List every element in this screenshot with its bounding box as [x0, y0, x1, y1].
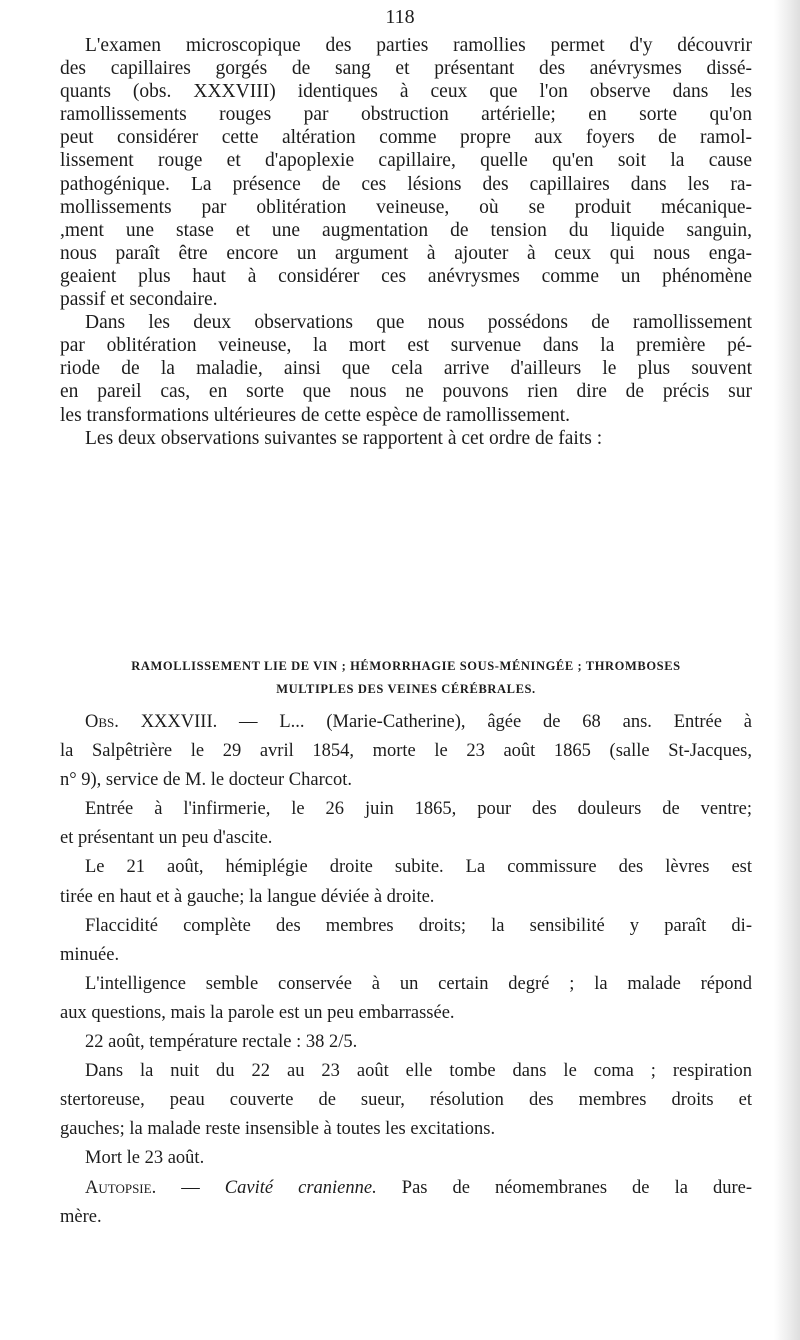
autopsy-dash: —: [156, 1177, 225, 1198]
heading-line: RAMOLLISSEMENT LIE DE VIN ; HÉMORRHAGIE SOUS-MÉNINGÉE ; THROMBOSES: [131, 659, 681, 673]
text-line: mère.: [60, 1206, 102, 1227]
observation-label: Obs. XXXVIII.: [85, 712, 218, 732]
text-line: geaient plus haut à considérer ces anévrysmes comme un phénomène: [60, 265, 752, 287]
text-line: L'intelligence semble conservée à un certain degré ; la malade répond: [85, 973, 752, 994]
text-line: Dans les deux observations que nous possédons de ramollissement: [85, 312, 752, 334]
text-line: Dans la nuit du 22 au 23 août elle tombe dans le coma ; respiration: [85, 1061, 752, 1082]
observation-intro-line: [60, 708, 752, 737]
text-line: lissement rouge et d'apoplexie capillaire, quelle qu'en soit la cause: [60, 150, 752, 172]
autopsy-text: Pas de néomembranes de la dure-: [376, 1177, 752, 1198]
text-line: Entrée à l'infirmerie, le 26 juin 1865, pour des douleurs de ventre;: [85, 799, 752, 820]
text-line: passif et secondaire.: [60, 289, 218, 311]
text-line: ,ment une stase et une augmentation de tension du liquide sanguin,: [60, 219, 752, 241]
body-text-top: [60, 34, 752, 450]
text-line: peut considérer cette altération comme propre aux foyers de ramol-: [60, 127, 752, 149]
text-line: 22 août, température rectale : 38 2/5.: [85, 1032, 358, 1053]
heading-line: MULTIPLES DES VEINES CÉRÉBRALES.: [276, 682, 536, 696]
autopsy-line: [60, 1174, 752, 1203]
autopsy-label: Autopsie.: [85, 1177, 157, 1198]
text-line: en pareil cas, en sorte que nous ne pouvons rien dire de précis sur: [60, 381, 752, 403]
page-number: 118: [385, 6, 415, 28]
text-line: mollissements par oblitération veineuse, où se produit mécanique-: [60, 196, 752, 218]
text-line: la Salpêtrière le 29 avril 1854, morte le 23 août 1865 (salle St-Jacques,: [60, 741, 752, 762]
text-line: Le 21 août, hémiplégie droite subite. La commissure des lèvres est: [85, 857, 752, 878]
text-line: L'examen microscopique des parties ramollies permet d'y découvrir: [85, 35, 752, 56]
text-line: riode de la maladie, ainsi que cela arrive d'ailleurs le plus souvent: [60, 358, 752, 380]
text-line: nous paraît être encore un argument à ajouter à ceux qui nous enga-: [60, 242, 752, 264]
text-line: Les deux observations suivantes se rapportent à cet ordre de faits :: [85, 427, 603, 449]
text-line: minuée.: [60, 944, 120, 965]
text-line: les transformations ultérieures de cette espèce de ramollissement.: [60, 404, 571, 426]
observation-heading: [60, 655, 752, 701]
text-line: pathogénique. La présence de ces lésions des capillaires dans les ra-: [60, 173, 752, 195]
text-line: aux questions, mais la parole est un peu embarrassée.: [60, 1002, 455, 1023]
text-line: n° 9), service de M. le docteur Charcot.: [60, 770, 352, 791]
text-line: Mort le 23 août.: [85, 1148, 205, 1169]
observation-intro-text: — L... (Marie-Catherine), âgée de 68 ans. Entrée à: [217, 712, 753, 732]
observation-body: [60, 708, 752, 1232]
text-line: des capillaires gorgés de sang et présentant des anévrysmes dissé-: [60, 58, 752, 80]
text-line: gauches; la malade reste insensible à toutes les excitations.: [60, 1119, 496, 1140]
text-line: et présentant un peu d'ascite.: [60, 828, 273, 849]
text-line: par oblitération veineuse, la mort est survenue dans la première pé-: [60, 335, 752, 357]
page-edge-shadow: [774, 0, 800, 1340]
text-line: Flaccidité complète des membres droits; la sensibilité y paraît di-: [85, 915, 752, 936]
text-line: stertoreuse, peau couverte de sueur, résolution des membres droits et: [60, 1090, 752, 1111]
autopsy-section-title: Cavité cranienne.: [224, 1177, 377, 1198]
text-line: tirée en haut et à gauche; la langue déviée à droite.: [60, 886, 435, 907]
text-line: ramollissements rouges par obstruction artérielle; en sorte qu'on: [60, 104, 752, 126]
text-line: quants (obs. XXXVIII) identiques à ceux que l'on observe dans les: [60, 81, 752, 103]
